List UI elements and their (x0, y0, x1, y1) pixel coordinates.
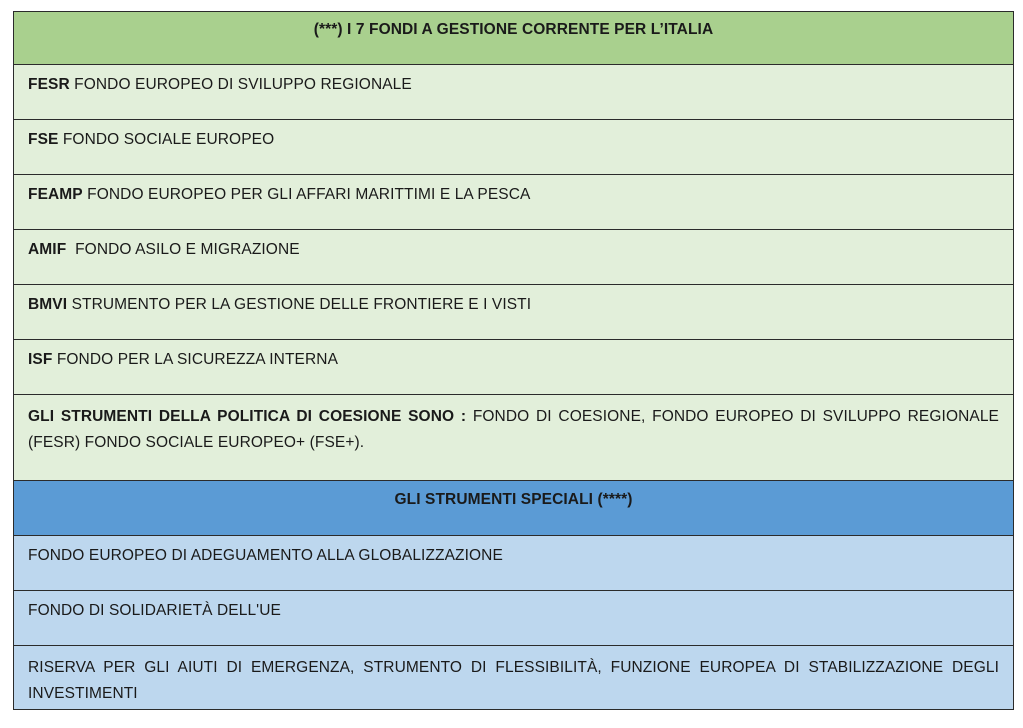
section-header-row (14, 481, 1014, 536)
funds-table-container (13, 11, 1014, 710)
table-row (14, 230, 1014, 285)
section-header-row (14, 12, 1014, 65)
fund-code: FESR (28, 76, 70, 93)
table-row (14, 175, 1014, 230)
fund-code: FEAMP (28, 186, 83, 203)
special-instrument-cell: RISERVA PER GLI AIUTI DI EMERGENZA, STRUMENTO DI FLESSIBILITÀ, FUNZIONE EUROPEA DI STABILIZZAZIONE DEGLI INVESTIMENTI (14, 646, 1014, 710)
fund-name: FONDO PER LA SICUREZZA INTERNA (52, 351, 339, 368)
table-row (14, 340, 1014, 395)
table-row (14, 65, 1014, 120)
section-header-special-instruments: GLI STRUMENTI SPECIALI (****) (14, 481, 1014, 536)
funds-table (13, 11, 1014, 710)
table-row (14, 285, 1014, 340)
fund-cell (14, 120, 1014, 175)
cohesion-cell (14, 395, 1014, 481)
cohesion-label: GLI STRUMENTI DELLA POLITICA DI COESIONE SONO : (28, 408, 467, 425)
fund-code: FSE (28, 131, 59, 148)
fund-code: AMIF (28, 241, 67, 258)
table-row (14, 536, 1014, 591)
fund-cell (14, 340, 1014, 395)
special-instrument-cell: FONDO DI SOLIDARIETÀ DELL'UE (14, 591, 1014, 646)
fund-code: ISF (28, 351, 53, 368)
table-row (14, 646, 1014, 710)
fund-name: FONDO EUROPEO DI SVILUPPO REGIONALE (69, 76, 412, 93)
fund-code: BMVI (28, 296, 68, 313)
table-row (14, 120, 1014, 175)
section-header-current-funds: (***) I 7 FONDI A GESTIONE CORRENTE PER L’ITALIA (14, 12, 1014, 65)
fund-name: FONDO ASILO E MIGRAZIONE (66, 241, 300, 258)
table-row (14, 591, 1014, 646)
fund-cell (14, 65, 1014, 120)
fund-cell (14, 175, 1014, 230)
special-instrument-cell: FONDO EUROPEO DI ADEGUAMENTO ALLA GLOBALIZZAZIONE (14, 536, 1014, 591)
fund-name: STRUMENTO PER LA GESTIONE DELLE FRONTIERE E I VISTI (67, 296, 532, 313)
fund-cell (14, 230, 1014, 285)
fund-name: FONDO EUROPEO PER GLI AFFARI MARITTIMI E LA PESCA (82, 186, 531, 203)
fund-name: FONDO SOCIALE EUROPEO (58, 131, 275, 148)
table-row (14, 395, 1014, 481)
fund-cell (14, 285, 1014, 340)
cohesion-text: FONDO DI COESIONE, FONDO EUROPEO DI SVILUPPO REGIONALE (FESR) FONDO SOCIALE EUROPEO+ (FSE+). (28, 408, 999, 451)
